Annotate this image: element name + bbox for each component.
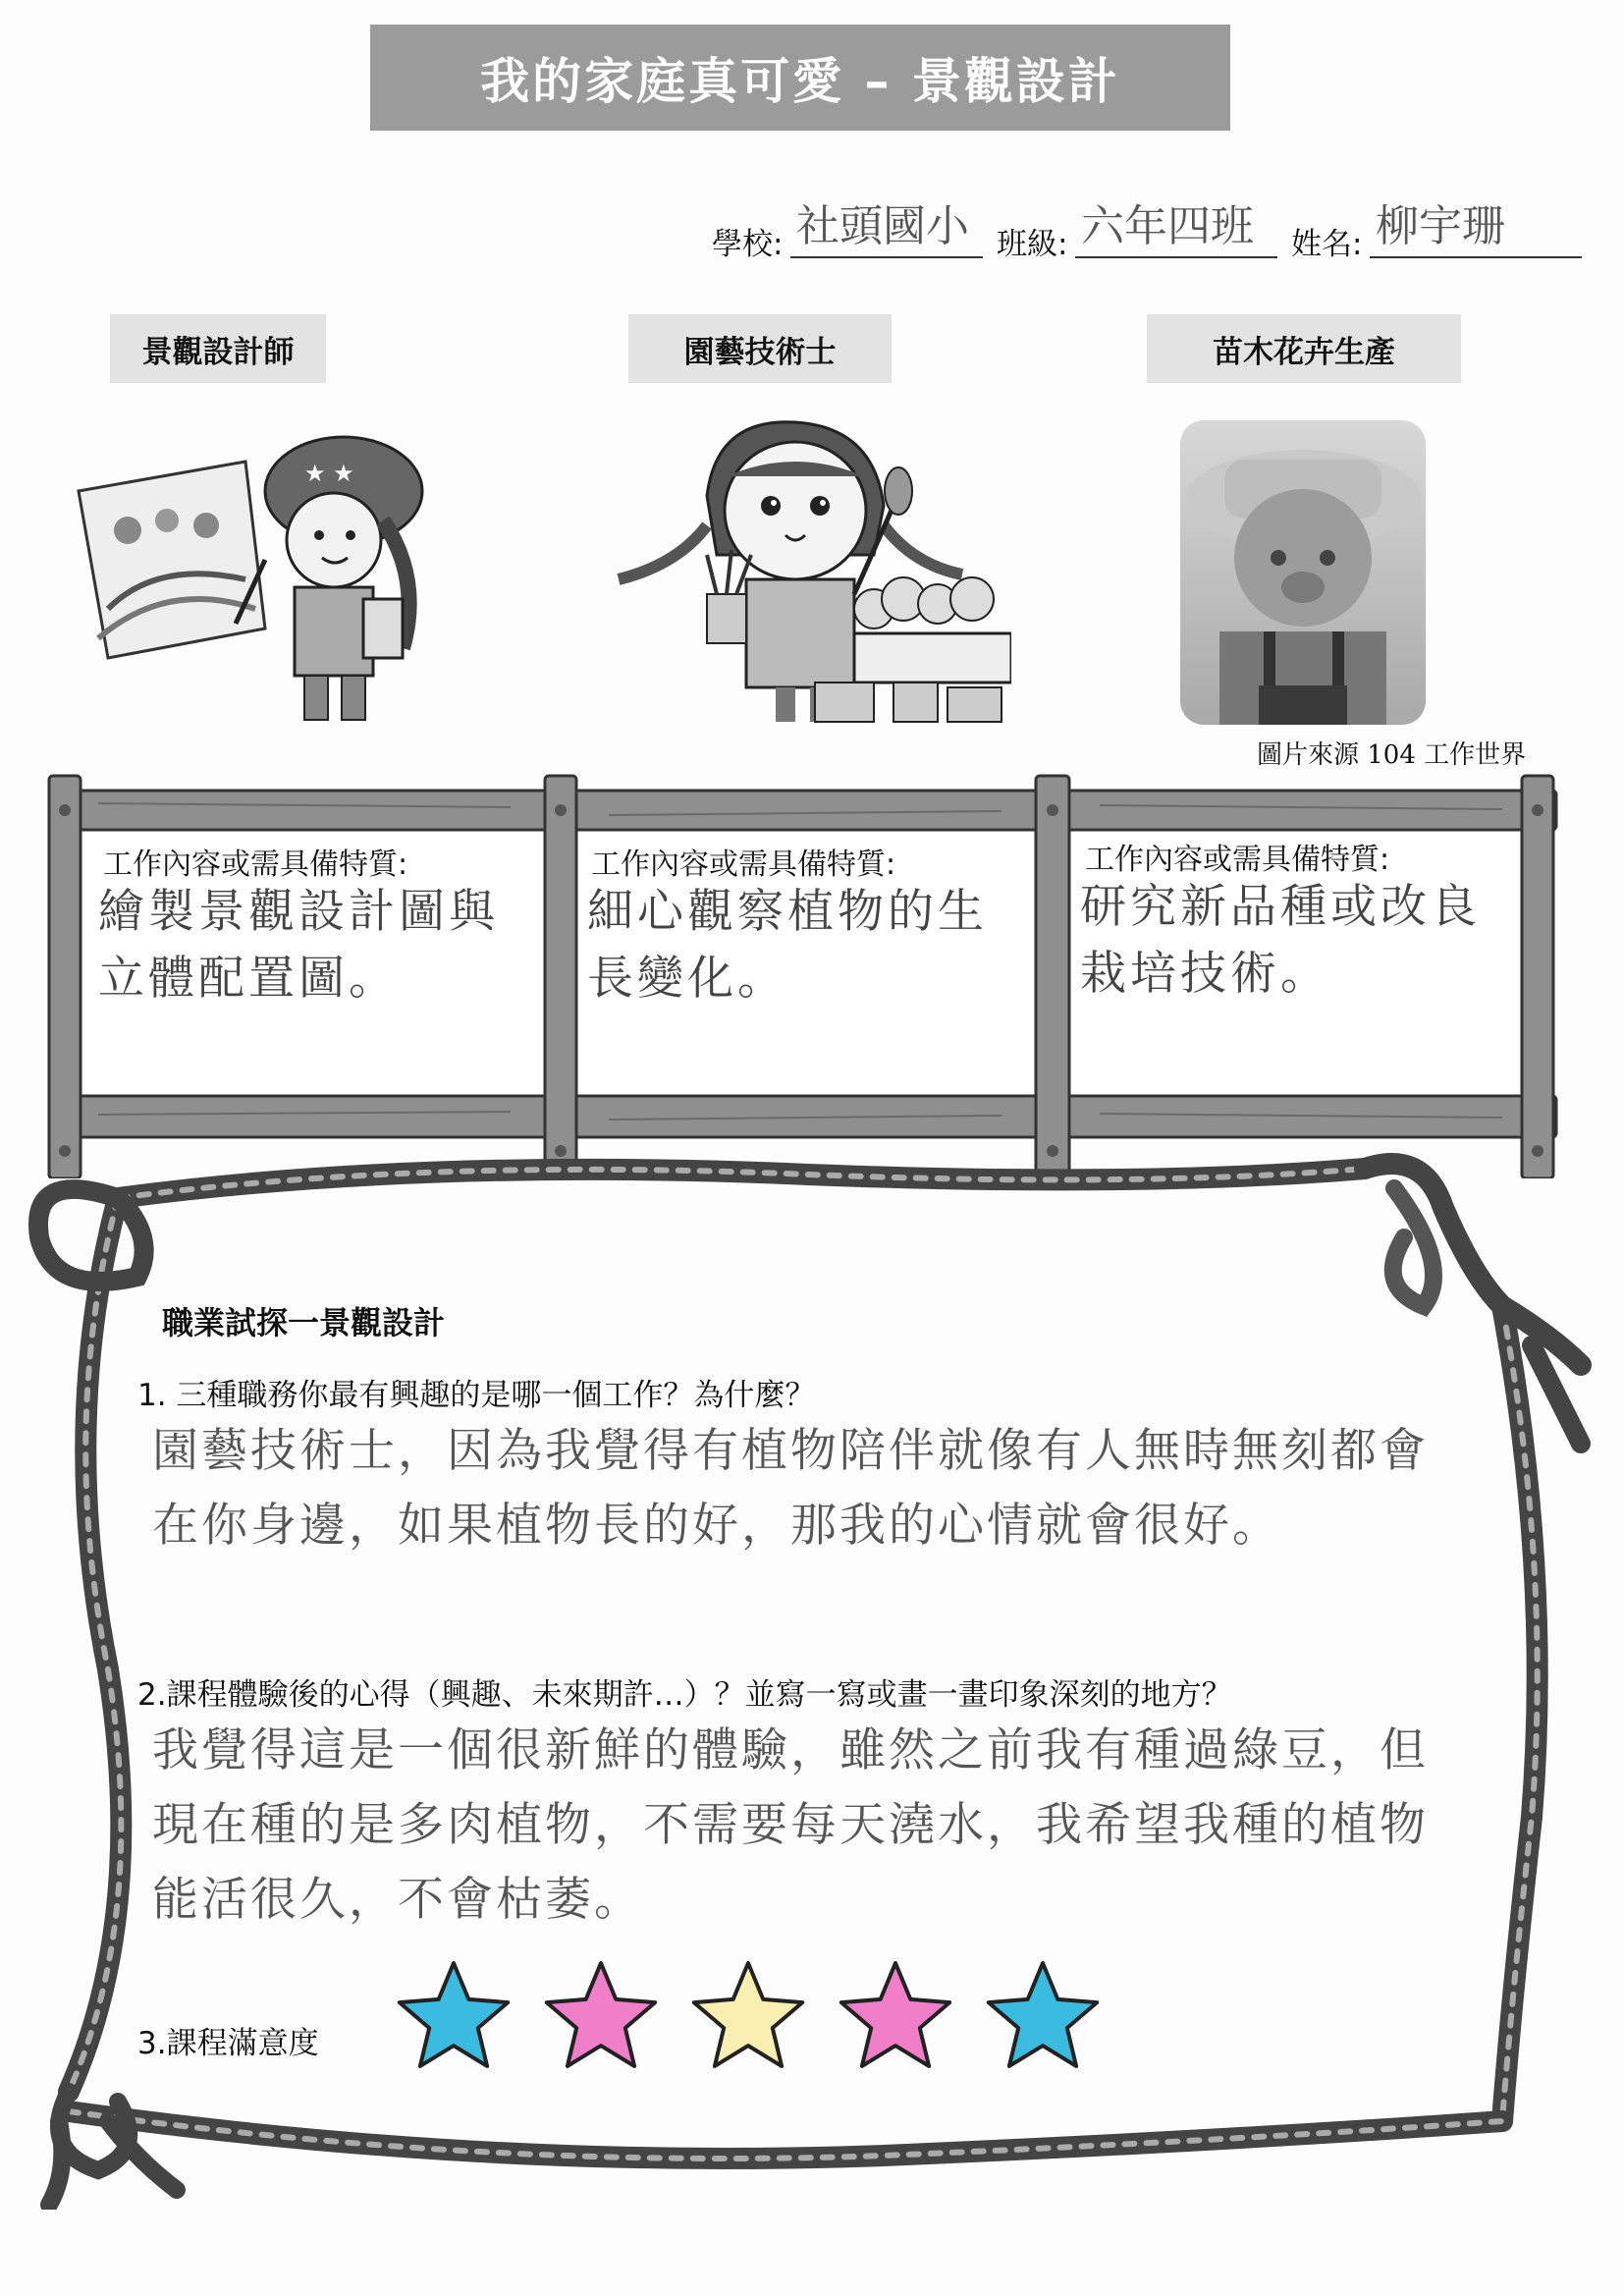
rating-star-1[interactable] xyxy=(400,1963,508,2066)
answer-1[interactable]: 園藝技術士，因為我覺得有植物陪伴就像有人無時無刻都會在你身邊，如果植物長的好，那我的心情就會很好。 xyxy=(152,1424,1429,1553)
card-heading-1: 工作內容或需具備特質: xyxy=(103,847,408,882)
student-info-row xyxy=(712,201,1586,260)
class-label: 班級: xyxy=(997,227,1068,262)
landscape-designer-illustration xyxy=(69,412,442,727)
card-text-1: 繪製景觀設計圖與立體配置圖。 xyxy=(98,885,499,1006)
job-label-nursery-production: 苗木花卉生產 xyxy=(1147,314,1461,383)
school-label: 學校: xyxy=(712,227,784,262)
rating-star-4[interactable] xyxy=(841,1963,949,2066)
satisfaction-rating[interactable] xyxy=(393,1949,1139,2097)
question-1: 1. 三種職務你最有興趣的是哪一個工作？為什麼？ xyxy=(137,1378,816,1413)
image-credit: 圖片來源 104 工作世界 xyxy=(1257,740,1527,770)
survey-section-title: 職業試探一景觀設計 xyxy=(162,1304,446,1341)
nursery-farmer-photo xyxy=(1180,420,1426,725)
page-title: 我的家庭真可愛 – 景觀設計 xyxy=(370,25,1230,131)
answer-2[interactable]: 我覺得這是一個很新鮮的體驗，雖然之前我有種過綠豆，但現在種的是多肉植物，不需要每天澆水，我希望我種的植物能活很久，不會枯萎。 xyxy=(152,1723,1429,1927)
rating-star-2[interactable] xyxy=(547,1963,655,2066)
name-field[interactable]: 柳宇珊 xyxy=(1370,201,1582,258)
school-field[interactable]: 社頭國小 xyxy=(790,201,983,258)
svg-text:★ ★: ★ ★ xyxy=(304,460,354,487)
question-3: 3.課程滿意度 xyxy=(137,2026,319,2061)
name-label: 姓名: xyxy=(1291,227,1363,262)
card-heading-2: 工作內容或需具備特質: xyxy=(591,847,896,882)
job-label-gardening-technician: 園藝技術士 xyxy=(628,314,892,383)
card-text-3: 研究新品種或改良栽培技術。 xyxy=(1080,880,1481,1001)
gardening-technician-illustration xyxy=(599,408,1011,732)
job-label-landscape-designer: 景觀設計師 xyxy=(110,314,326,383)
question-2: 2.課程體驗後的心得（興趣、未來期許…）？並寫一寫或畫一畫印象深刻的地方？ xyxy=(137,1677,1232,1713)
card-heading-3: 工作內容或需具備特質: xyxy=(1085,843,1390,877)
rating-star-3[interactable] xyxy=(694,1963,802,2066)
class-field[interactable]: 六年四班 xyxy=(1075,201,1277,258)
rating-star-5[interactable] xyxy=(989,1963,1097,2066)
card-text-2: 細心觀察植物的生長變化。 xyxy=(587,885,988,1006)
